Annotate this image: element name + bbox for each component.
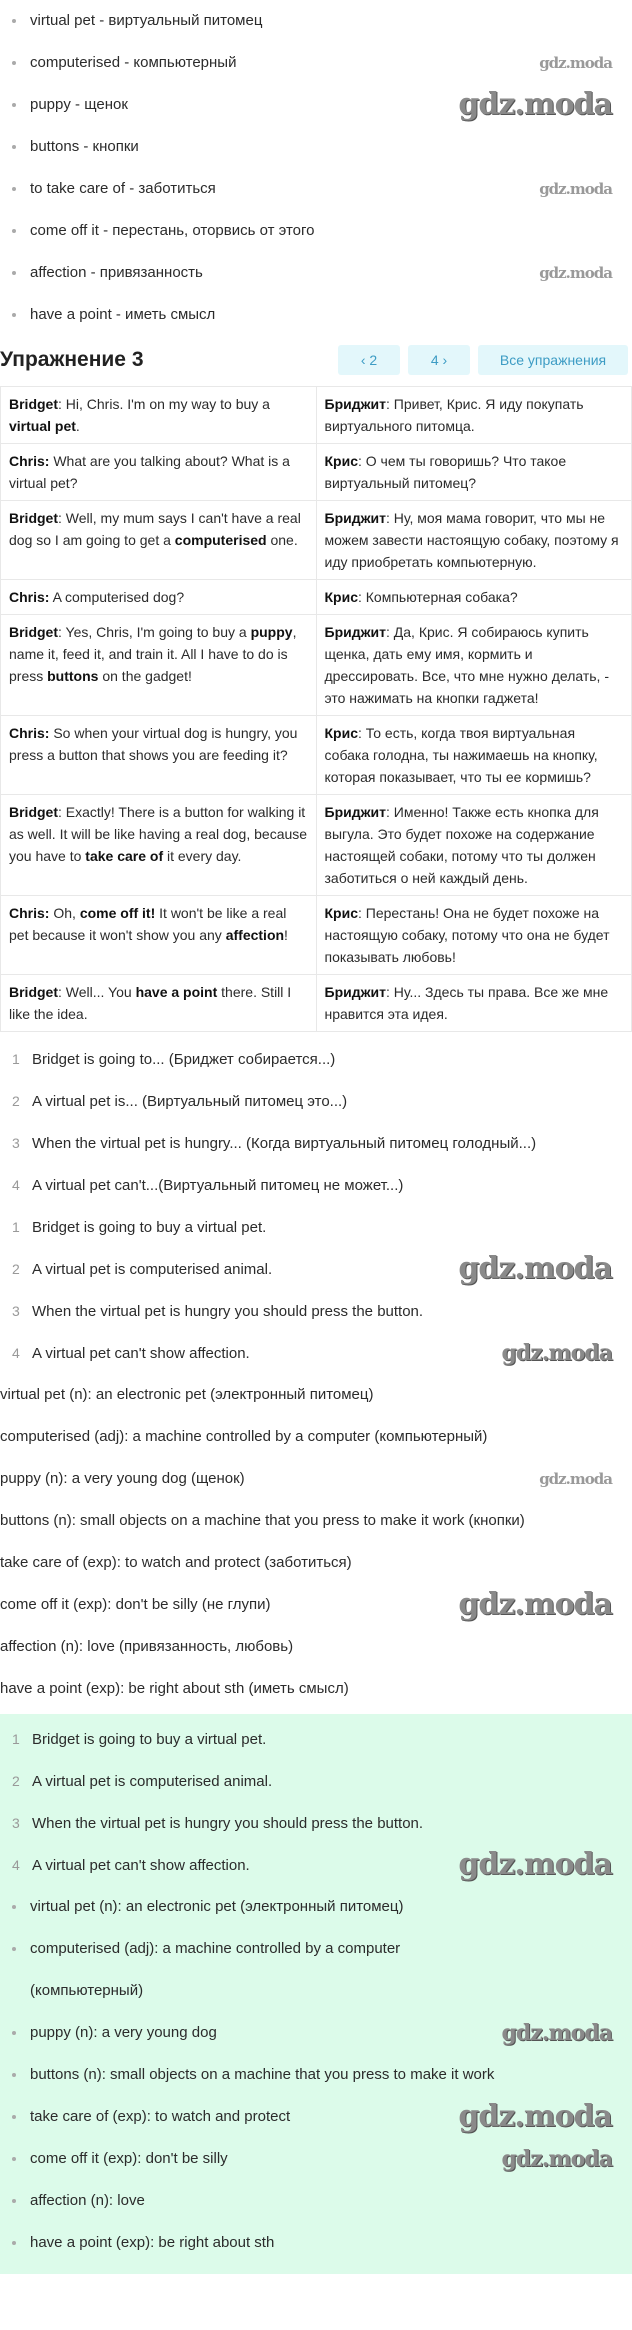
bold-segment: puppy [250,624,293,640]
bold-segment: come off it! [79,905,156,921]
bullet-icon [12,2199,16,2203]
text-segment: : Ну... Здесь ты права. Все же мне нравится эта идея. [324,984,609,1022]
definition-text: computerised (adj): a machine controlled by a computer (компьютерный) [0,1428,488,1445]
numbered-item [0,1080,632,1122]
bullet-icon [12,1905,16,1909]
text-segment: : Yes, Chris, I'm going to buy a [58,624,251,640]
questions-list [0,1038,632,1206]
russian-cell [316,975,632,1032]
definition-item [0,1500,632,1542]
definition-text: have a point (exp): be right about sth (иметь смысл) [0,1680,349,1697]
table-row [1,387,632,444]
answer-box [0,1714,632,2274]
item-text: Bridget is going to buy a virtual pet. [32,1219,267,1236]
list-item [0,1886,632,1928]
bullet-icon [12,2073,16,2077]
english-cell [1,615,317,716]
bold-segment: Крис [324,453,358,469]
russian-cell [316,795,632,896]
item-text: When the virtual pet is hungry... (Когда виртуальный питомец голодный...) [32,1135,537,1152]
item-text: puppy (n): a very young dog [30,2024,217,2041]
numbered-item [0,1122,632,1164]
text-segment: it every day. [163,848,242,864]
bullet-icon [12,19,16,23]
bold-segment: Bridget [9,984,58,1000]
russian-cell [316,501,632,580]
item-number: 2 [12,1093,20,1109]
bold-segment: Chris: [9,453,50,469]
item-number: 3 [12,1135,20,1151]
all-exercises-button[interactable] [478,345,628,375]
definition-item [0,1626,632,1668]
item-text: A virtual pet is computerised animal. [32,1261,273,1278]
item-text: When the virtual pet is hungry you should press the button. [32,1815,424,1832]
text-segment: ! [284,927,288,943]
prev-label: ‹ 2 [360,352,378,368]
answers-list [0,1206,632,1374]
numbered-item [0,1038,632,1080]
bold-segment: Bridget [9,804,58,820]
list-item [0,2096,632,2138]
all-exercises-label: Все упражнения [499,352,607,368]
page-title: Упражнение 3 [0,348,144,371]
list-item [0,84,632,126]
bold-segment: Chris: [9,905,50,921]
text-segment: : О чем ты говоришь? Что такое виртуальный питомец? [324,453,567,491]
numbered-item [0,1760,632,1802]
english-cell [1,501,317,580]
bullet-icon [12,103,16,107]
text-segment: A computerised dog? [49,589,185,605]
text-segment: on the gadget! [98,668,192,684]
watermark-logo: gdz.moda [539,264,612,282]
text-segment: : Well... You [58,984,136,1000]
text-segment: : Да, Крис. Я собираюсь купить щенка, дать ему имя, кормить и дрессировать. Все, что мне нужно делать, - это нажимать на кнопки гаджета! [324,624,609,706]
text-segment: : Ну, моя мама говорит, что мы не можем завести настоящую собаку, поэтому я иду приобретать компьютерную. [324,510,619,570]
table-row [1,615,632,716]
text-segment: : Компьютерная собака? [358,589,518,605]
bold-segment: virtual pet [9,418,76,434]
item-number: 4 [12,1177,20,1193]
bullet-icon [12,229,16,233]
russian-cell [316,580,632,615]
definition-text: puppy (n): a very young dog (щенок) [0,1470,245,1487]
bold-segment: Bridget [9,510,58,526]
bullet-icon [12,145,16,149]
list-item [0,252,632,294]
english-cell [1,387,317,444]
bold-segment: Бриджит [324,984,386,1000]
item-text: Bridget is going to buy a virtual pet. [32,1731,267,1748]
text-segment: It won't be like a real pet because it won't show you any [9,905,287,943]
list-item [0,126,632,168]
item-number: 1 [12,1731,20,1747]
watermark-logo: gdz.moda [501,2146,612,2172]
bold-segment: computerised [174,532,267,548]
text-segment: : Привет, Крис. Я иду покупать виртуального питомца. [324,396,584,434]
item-text: buttons - кнопки [30,138,139,155]
numbered-item [0,1332,632,1374]
item-number: 4 [12,1857,20,1873]
item-number: 2 [12,1773,20,1789]
watermark-logo: gdz.moda [539,54,612,72]
item-text: computerised - компьютерный [30,54,237,71]
item-text: to take care of - заботиться [30,180,216,197]
item-number: 4 [12,1345,20,1361]
english-cell [1,896,317,975]
list-item [0,2138,632,2180]
definition-text: virtual pet (n): an electronic pet (электронный питомец) [0,1386,374,1403]
text-segment: there. Still I like the idea. [9,984,292,1022]
bold-segment: Бриджит [324,804,386,820]
list-item [0,0,632,42]
item-text: A virtual pet can't show affection. [32,1345,250,1362]
item-text: come off it (exp): don't be silly [30,2150,228,2167]
item-number: 1 [12,1219,20,1235]
watermark-logo: gdz.moda [539,1470,612,1488]
text-segment: . [75,418,80,434]
bullet-icon [12,271,16,275]
definition-item [0,1668,632,1710]
item-text: Bridget is going to... (Бриджет собирается...) [32,1051,336,1068]
text-segment: : Именно! Также есть кнопка для выгула. Это будет похоже на содержание настоящей собаки, потому что ты должен заботиться о ней каждый день. [324,804,599,886]
watermark-logo: gdz.moda [458,87,612,122]
definition-item [0,1374,632,1416]
text-segment: : Well, my mum says I can't have a real dog so I am going to get a [9,510,301,548]
text-segment: one. [266,532,298,548]
text-segment: : То есть, когда твоя виртуальная собака голодна, ты нажимаешь на кнопку, которая показывает, что ты ее кормишь? [324,725,598,785]
watermark-logo: gdz.moda [458,1587,612,1622]
item-number: 3 [12,1815,20,1831]
next-label: 4 › [430,352,448,368]
bold-segment: Бриджит [324,510,386,526]
list-item [0,2222,632,2264]
list-item [0,1928,632,1970]
definition-item [0,1584,632,1626]
bold-segment: Крис [324,589,358,605]
table-row [1,975,632,1032]
text-segment: What are you talking about? What is a virtual pet? [9,453,290,491]
english-cell [1,580,317,615]
item-text: affection - привязанность [30,264,203,281]
numbered-item [0,1290,632,1332]
table-row [1,501,632,580]
definition-text: affection (n): love (привязанность, любовь) [0,1638,294,1655]
bold-segment: have a point [135,984,218,1000]
item-number: 1 [12,1051,20,1067]
numbered-item [0,1206,632,1248]
watermark-logo: gdz.moda [458,1847,612,1882]
item-text: A virtual pet is... (Виртуальный питомец это...) [32,1093,348,1110]
russian-cell [316,896,632,975]
list-item [0,2012,632,2054]
item-text: have a point (exp): be right about sth [30,2234,275,2251]
bullet-icon [12,2031,16,2035]
item-text: have a point - иметь смысл [30,306,216,323]
exercise-header [0,338,632,382]
bold-segment: take care of [85,848,164,864]
definitions-list [0,1374,632,1710]
item-text: virtual pet (n): an electronic pet (электронный питомец) [30,1898,404,1915]
definition-item [0,1416,632,1458]
list-item [0,2054,632,2096]
bullet-icon [12,2115,16,2119]
russian-cell [316,615,632,716]
table-row [1,795,632,896]
item-number: 2 [12,1261,20,1277]
definition-item [0,1458,632,1500]
numbered-item [0,1164,632,1206]
bold-segment: buttons [47,668,99,684]
text-segment: Oh, [49,905,80,921]
english-cell [1,444,317,501]
russian-cell [316,387,632,444]
vocab-list [0,0,632,336]
list-item [0,210,632,252]
item-number: 3 [12,1303,20,1319]
definition-text: come off it (exp): don't be silly (не глупи) [0,1596,271,1613]
item-text: (компьютерный) [30,1982,144,1999]
bold-segment: Бриджит [324,396,386,412]
watermark-logo: gdz.moda [501,1340,612,1366]
watermark-logo: gdz.moda [458,1251,612,1286]
table-row [1,444,632,501]
dialog-table [0,386,632,1032]
russian-cell [316,716,632,795]
item-text: A virtual pet can't show affection. [32,1857,250,1874]
prev-exercise-button[interactable] [338,345,400,375]
english-cell [1,975,317,1032]
bullet-icon [12,2241,16,2245]
bold-segment: Bridget [9,396,58,412]
watermark-logo: gdz.moda [501,2020,612,2046]
definition-text: buttons (n): small objects on a machine that you press to make it work (кнопки) [0,1512,525,1529]
list-item [0,168,632,210]
russian-cell [316,444,632,501]
table-row [1,716,632,795]
english-cell [1,795,317,896]
bold-segment: Chris: [9,589,50,605]
bold-segment: Bridget [9,624,58,640]
english-cell [1,716,317,795]
definition-text: take care of (exp): to watch and protect (заботиться) [0,1554,352,1571]
item-text: come off it - перестань, оторвись от этого [30,222,315,239]
numbered-item [0,1718,632,1760]
watermark-logo: gdz.moda [539,180,612,198]
item-text: puppy - щенок [30,96,128,113]
item-text: affection (n): love [30,2192,145,2209]
bold-segment: Крис [324,725,358,741]
item-text: A virtual pet can't...(Виртуальный питомец не может...) [32,1177,404,1194]
definition-item [0,1542,632,1584]
numbered-item [0,1802,632,1844]
item-text: buttons (n): small objects on a machine that you press to make it work [30,2066,495,2083]
list-item [0,2180,632,2222]
bold-segment: Chris: [9,725,50,741]
bullet-icon [12,1947,16,1951]
bold-segment: Крис [324,905,358,921]
text-segment: : Перестань! Она не будет похоже на настоящую собаку, потому что она не будет показывать любовь! [324,905,610,965]
item-text: take care of (exp): to watch and protect [30,2108,291,2125]
bullet-icon [12,2157,16,2161]
text-segment: , name it, feed it, and train it. All I have to do is press [9,624,297,684]
bold-segment: affection [225,927,285,943]
item-text: A virtual pet is computerised animal. [32,1773,273,1790]
bullet-icon [12,61,16,65]
bold-segment: Бриджит [324,624,386,640]
table-row [1,580,632,615]
list-item [0,42,632,84]
text-segment: : Exactly! There is a button for walking it as well. It will be like having a real dog, because you have to [9,804,308,864]
list-item [0,294,632,336]
bullet-icon [12,313,16,317]
item-text: virtual pet - виртуальный питомец [30,12,263,29]
table-row [1,896,632,975]
list-item [0,1970,632,2012]
bullet-icon [12,187,16,191]
watermark-logo: gdz.moda [458,2099,612,2134]
next-exercise-button[interactable] [408,345,470,375]
item-text: When the virtual pet is hungry you should press the button. [32,1303,424,1320]
numbered-item [0,1248,632,1290]
text-segment: So when your virtual dog is hungry, you press a button that shows you are feeding it? [9,725,298,763]
item-text: computerised (adj): a machine controlled by a computer [30,1940,401,1957]
text-segment: : Hi, Chris. I'm on my way to buy a [58,396,270,412]
numbered-item [0,1844,632,1886]
